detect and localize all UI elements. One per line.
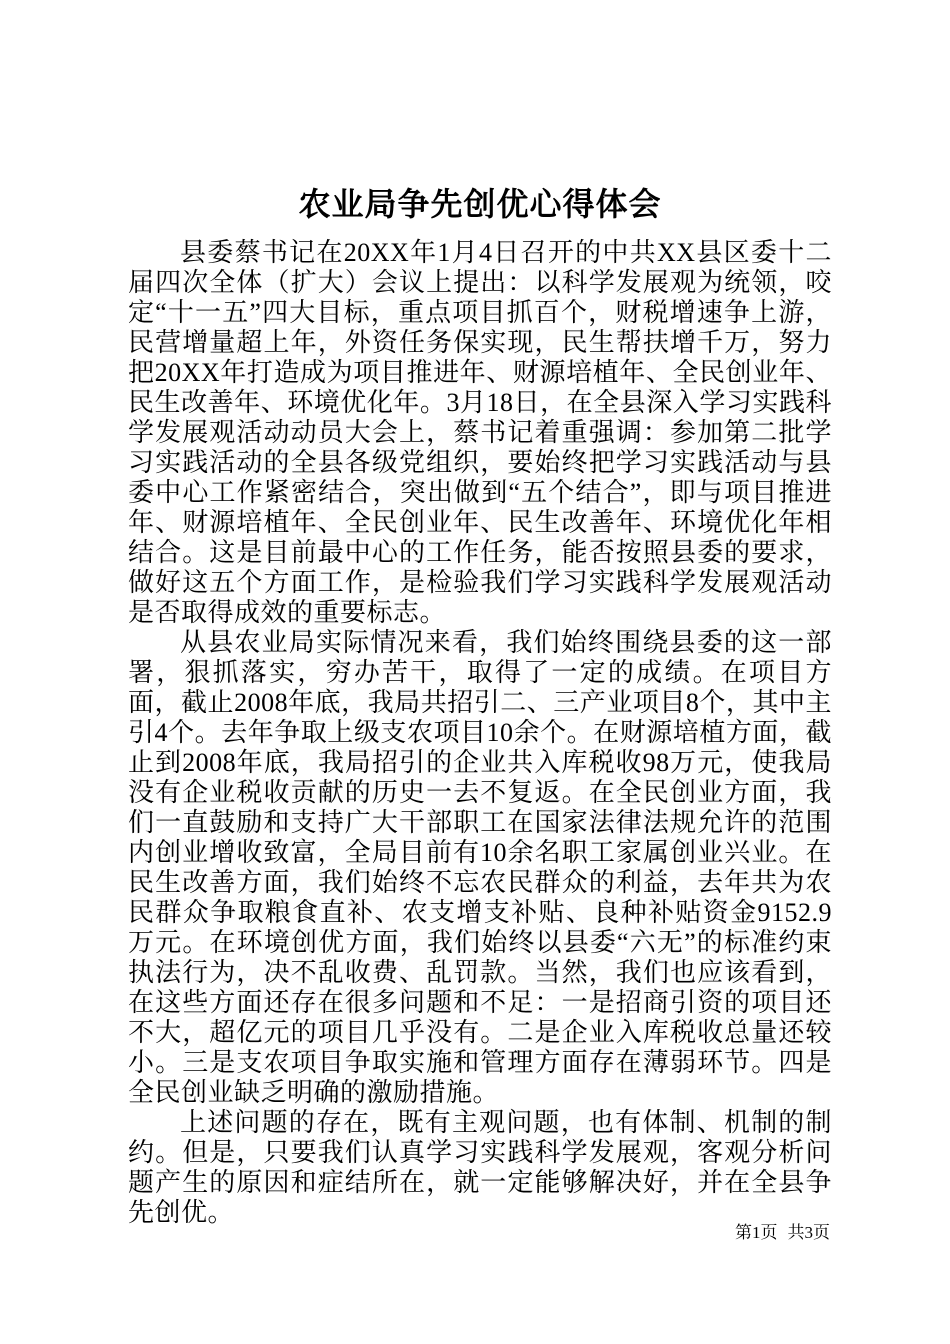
footer-page-current: 第1页 xyxy=(735,1223,778,1242)
paragraph-3: 上述问题的存在，既有主观问题，也有体制、机制的制约。但是，只要我们认真学习实践科学发展观，客观分析问题产生的原因和症结所在，就一定能够解决好，并在全县争先创优。 xyxy=(128,1108,832,1227)
footer-page-total: 共3页 xyxy=(787,1223,830,1242)
paragraph-2: 从县农业局实际情况来看，我们始终围绕县委的这一部署，狠抓落实，穷办苦干，取得了一定的成绩。在项目方面，截止2008年底，我局共招引二、三产业项目8个，其中主引4个。去年争取上级支农项目10余个。在财源培植方面，截止到2008年底，我局招引的企业共入库税收98万元，使我局没有企业税收贡献的历史一去不复返。在全民创业方面，我们一直鼓励和支持广大干部职工在国家法律法规允许的范围内创业增收致富，全局目前有10余名职工家属创业兴业。在民生改善方面，我们始终不忘农民群众的利益，去年共为农民群众争取粮食直补、农支增支补贴、良种补贴资金9152.9万元。在环境创优方面，我们始终以县委“六无”的标准约束执法行为，决不乱收费、乱罚款。当然，我们也应该看到，在这些方面还存在很多问题和不足：一是招商引资的项目还不大，超亿元的项目几乎没有。二是企业入库税收总量还较小。三是支农项目争取实施和管理方面存在薄弱环节。四是全民创业缺乏明确的激励措施。 xyxy=(128,628,832,1107)
document-title: 农业局争先创优心得体会 xyxy=(298,186,662,222)
page-footer xyxy=(735,1222,830,1244)
paragraph-1: 县委蔡书记在20XX年1月4日召开的中共XX县区委十二届四次全体（扩大）会议上提出：以科学发展观为统领，咬定“十一五”四大目标，重点项目抓百个，财税增速争上游，民营增量超上年，外资任务保实现，民生帮扶增千万，努力把20XX年打造成为项目推进年、财源培植年、全民创业年、民生改善年、环境优化年。3月18日，在全县深入学习实践科学发展观活动动员大会上，蔡书记着重强调：参加第二批学习实践活动的全县各级党组织，要始终把学习实践活动与县委中心工作紧密结合，突出做到“五个结合”，即与项目推进年、财源培植年、全民创业年、民生改善年、环境优化年相结合。这是目前最中心的工作任务，能否按照县委的要求，做好这五个方面工作，是检验我们学习实践科学发展观活动是否取得成效的重要标志。 xyxy=(128,238,832,627)
document-content xyxy=(128,182,832,1228)
